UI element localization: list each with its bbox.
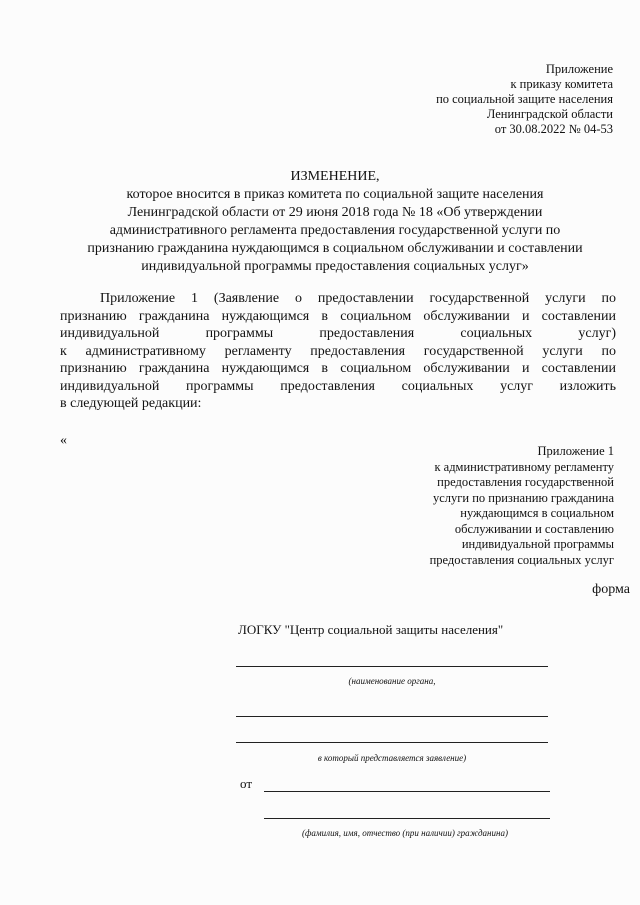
appendix-line: предоставления государственной — [437, 475, 614, 489]
body-line: индивидуальной программы предоставления социальных услуг изложить — [60, 378, 616, 394]
appendix-line: Приложение 1 — [537, 444, 614, 458]
body-line: признанию гражданина нуждающимся в социальном обслуживании и составлении — [60, 361, 616, 376]
title-line: признанию гражданина нуждающимся в социальном обслуживании и составлении — [87, 241, 583, 256]
header-line: Приложение — [545, 62, 613, 76]
title-line: которое вносится в приказ комитета по социальной защите населения — [126, 187, 544, 202]
body-line: в следующей редакции: — [60, 396, 202, 411]
appendix-line: предоставления социальных услуг — [429, 552, 614, 567]
appendix-line: обслуживании и составлению — [454, 521, 614, 536]
organ-field-line-2[interactable] — [236, 716, 548, 717]
opening-quote: « — [60, 433, 67, 448]
appendix-line: индивидуальной программы — [461, 537, 614, 551]
organ-field-line-3[interactable] — [236, 742, 548, 743]
header-line: по социальной защите населения — [436, 92, 613, 106]
body-line: Приложение 1 (Заявление о предоставлении государственной услуги по — [100, 291, 616, 306]
citizen-field-line[interactable] — [264, 791, 550, 792]
title-line: Ленинградской области от 29 июня 2018 года № 18 «Об утверждении — [127, 205, 543, 220]
caption-organ: (наименование органа, — [348, 676, 436, 686]
document-heading: ИЗМЕНЕНИЕ, — [290, 169, 380, 184]
body-line: индивидуальной программы предоставления социальных услуг) — [60, 326, 616, 341]
form-label: форма — [592, 582, 630, 597]
title-line: административного регламента предоставления государственной услуги по — [109, 223, 561, 238]
header-line: от 30.08.2022 № 04-53 — [494, 122, 613, 136]
header-line: к приказу комитета — [510, 77, 613, 91]
appendix-line: услуги по признанию гражданина — [432, 490, 614, 505]
caption-submitted: в который представляется заявление) — [317, 753, 467, 763]
body-paragraph — [60, 290, 616, 413]
appendix-line: к административному регламенту — [434, 459, 614, 474]
appendix-block — [400, 444, 614, 568]
organization-name: ЛОГКУ "Центр социальной защиты населения" — [238, 622, 504, 637]
title-line: индивидуальной программы предоставления социальных услуг» — [141, 259, 529, 274]
organ-field-line[interactable] — [236, 666, 548, 667]
from-label: от — [240, 776, 253, 791]
citizen-field-line-2[interactable] — [264, 818, 550, 819]
header-line: Ленинградской области — [486, 107, 613, 121]
body-line: к административному регламенту предоставления государственной услуги по — [60, 343, 616, 359]
body-line: признанию гражданина нуждающимся в социальном обслуживании и составлении — [60, 308, 616, 324]
appendix-line: нуждающимся в социальном — [460, 506, 614, 520]
caption-citizen: (фамилия, имя, отчество (при наличии) гражданина) — [302, 828, 508, 838]
